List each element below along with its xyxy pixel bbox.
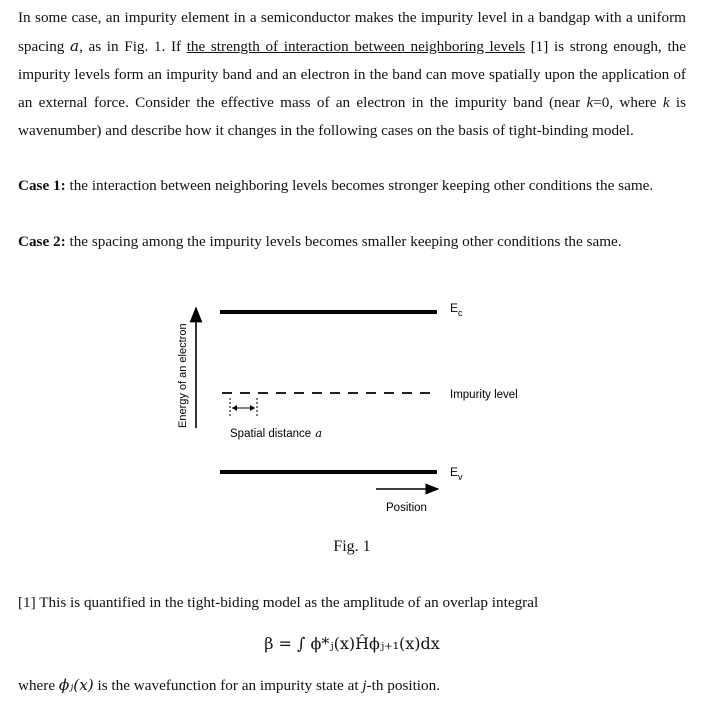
intro-text-4: =0, where	[593, 94, 663, 111]
k-symbol: k	[586, 94, 594, 111]
ec-label: $E_c$	[450, 301, 463, 318]
intro-text-2: , as in Fig. 1. If	[79, 38, 187, 55]
band-diagram	[0, 290, 704, 530]
energy-axis-label: Energy of an electron	[177, 323, 189, 428]
case-2-label: Case 2:	[18, 233, 66, 250]
case-1-text: the interaction between neighboring levels becomes stronger keeping other conditions the same.	[65, 177, 654, 194]
where-clause: where ϕⱼ(x) is the wavefunction for an impurity state at j-th position.	[18, 676, 441, 694]
intro-text-3: [1] is strong enough, the impurity levels form an impurity band and an electron in the band can move spatially upon the application of an external force. Consider the effective mass of an electron in the impurity band (near	[18, 38, 686, 111]
intro-text-5: is wavenumber) and describe how it changes in the following cases on the basis of tight-binding model.	[18, 94, 686, 139]
wavefunction-symbol: ϕⱼ(x)	[58, 676, 94, 694]
intro-paragraph	[18, 4, 686, 145]
spacing-symbol: a	[70, 37, 80, 55]
case-2	[18, 228, 686, 256]
interaction-strength-link[interactable]: the strength of interaction between neighboring levels	[186, 38, 525, 55]
case-1	[18, 172, 686, 200]
intro-text-1: In some case, an impurity element in a semiconductor makes the impurity level in a bandgap with a uniform spacing	[18, 9, 686, 55]
k-symbol: k	[662, 94, 670, 111]
position-label: Position	[386, 502, 427, 514]
footnote-text: [1] This is quantified in the tight-biding model as the amplitude of an overlap integral	[18, 594, 539, 611]
impurity-level-label: Impurity level	[450, 389, 518, 401]
figure-caption: Fig. 1	[333, 538, 371, 555]
spacing-label: Spatial distance a	[230, 426, 323, 440]
case-1-label: Case 1:	[18, 177, 66, 194]
ev-label: $E_v$	[450, 465, 463, 482]
case-2-text: the spacing among the impurity levels becomes smaller keeping other conditions the same.	[65, 233, 622, 250]
overlap-integral-formula: β = ∫ ϕ*ⱼ(x)Ĥϕⱼ₊₁(x)dx	[264, 634, 440, 653]
